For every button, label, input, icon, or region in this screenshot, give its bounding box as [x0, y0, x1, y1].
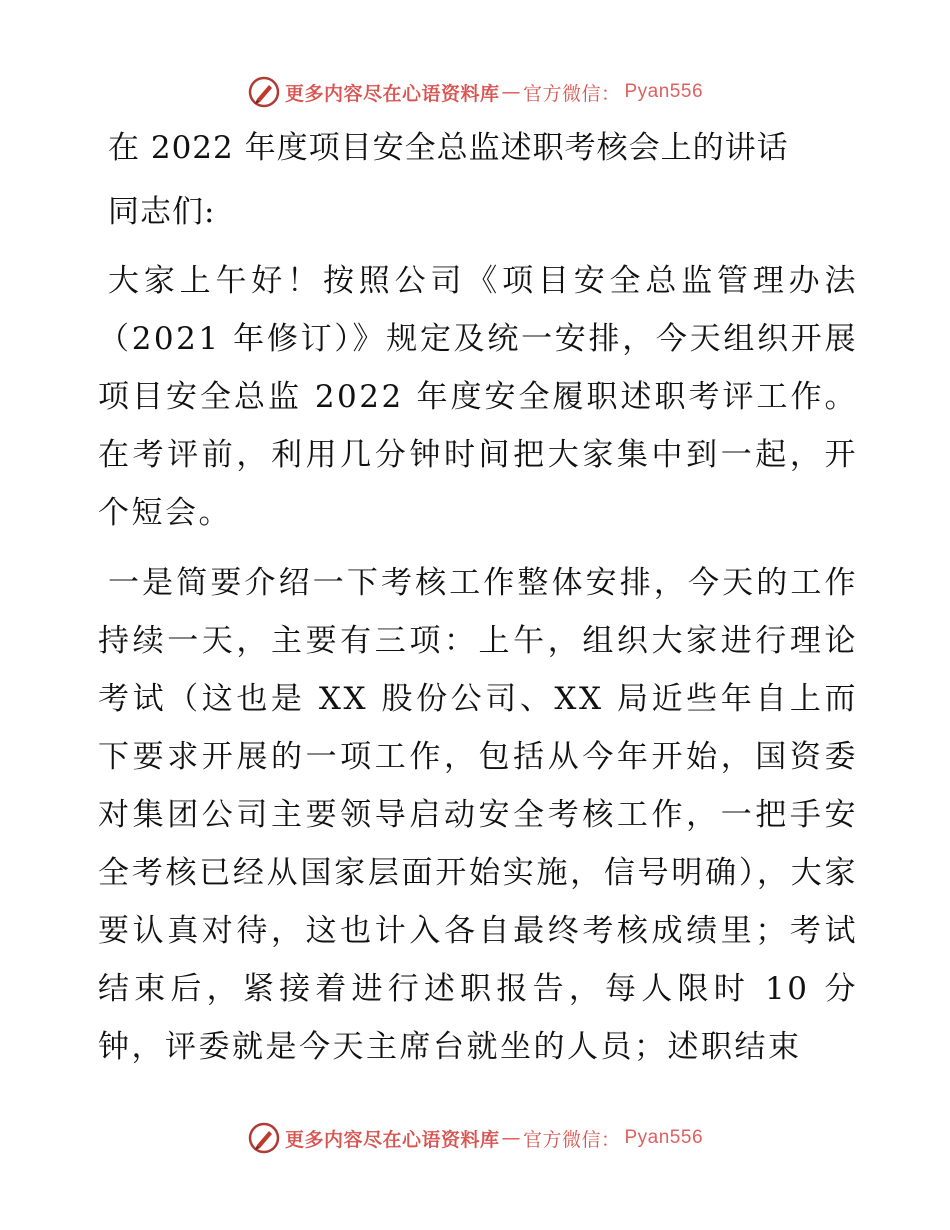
pen-logo-icon: [247, 1121, 281, 1155]
banner-official-label: 官方微信：: [522, 1128, 621, 1151]
banner-official-label: 官方微信：: [522, 82, 621, 105]
banner-main-text: 更多内容尽在心语资料库: [284, 1128, 500, 1151]
banner-main-text: 更多内容尽在心语资料库: [284, 82, 500, 105]
document-body: [98, 120, 858, 1076]
banner-account: Pyan556: [624, 81, 704, 102]
banner-dash: —: [501, 81, 521, 103]
banner-account: Pyan556: [624, 1127, 704, 1148]
pen-logo-icon: [247, 75, 281, 109]
header-watermark-banner: [0, 72, 950, 112]
footer-watermark-banner: [0, 1118, 950, 1158]
banner-dash: —: [501, 1127, 521, 1149]
document-title: 在 2022 年度项目安全总监述职考核会上的讲话: [108, 130, 789, 166]
salutation: 同志们:: [108, 194, 216, 230]
paragraph-1: 大家上午好！按照公司《项目安全总监管理办法（2021 年修订）》规定及统一安排，今天组织开展项目安全总监 2022 年度安全履职述职考评工作。在考评前，利用几分钟时间把大家集中到一起，开个短会。: [98, 263, 858, 531]
paragraph-2: 一是简要介绍一下考核工作整体安排，今天的工作持续一天，主要有三项：上午，组织大家进行理论考试（这也是 XX 股份公司、XX 局近些年自上而下要求开展的一项工作，包括从今年开始，国资委对集团公司主要领导启动安全考核工作，一把手安全考核已经从国家层面开始实施，信号明确），大家要认真对待，这也计入各自最终考核成绩里；考试结束后，紧接着进行述职报告，每人限时 10 分钟，评委就是今天主席台就坐的人员；述职结束: [98, 565, 858, 1065]
